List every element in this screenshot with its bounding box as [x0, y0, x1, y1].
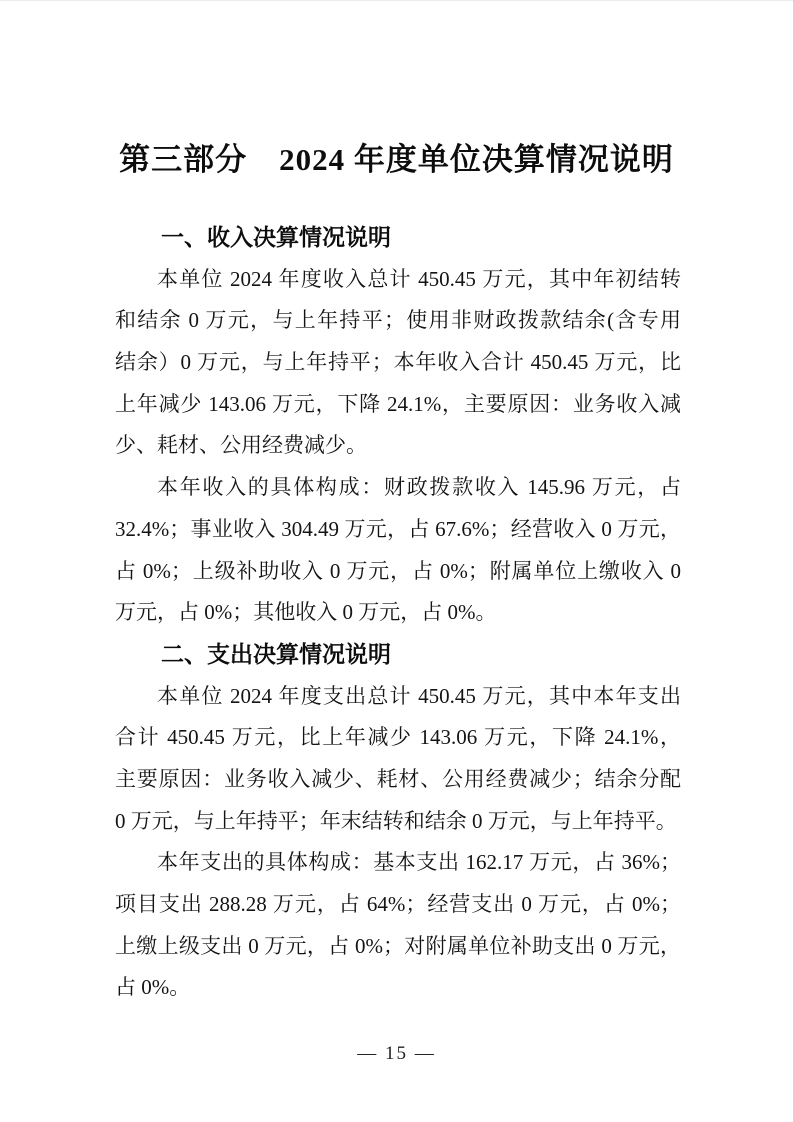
paragraph-line: 结余）0 万元，与上年持平；本年收入合计 450.45 万元，比: [115, 350, 681, 375]
section-heading-expenditure: 二、支出决算情况说明: [161, 640, 391, 667]
page-footer: [0, 1043, 793, 1065]
paragraph-line: 0 万元，与上年持平；年末结转和结余 0 万元，与上年持平。: [115, 808, 677, 833]
paragraph-line: 上缴上级支出 0 万元，占 0%；对附属单位补助支出 0 万元，: [115, 933, 681, 958]
page-number: — 15 —: [357, 1043, 436, 1064]
paragraph-line: 和结余 0 万元，与上年持平；使用非财政拨款结余(含专用: [115, 308, 681, 333]
paragraph-line: 占 0%。: [115, 975, 191, 1000]
paragraph-line: 本年收入的具体构成：财政拨款收入 145.96 万元，占: [157, 475, 681, 500]
paragraph-line: 本单位 2024 年度支出总计 450.45 万元，其中本年支出: [157, 683, 681, 708]
paragraph-line: 本年支出的具体构成：基本支出 162.17 万元，占 36%；: [157, 850, 681, 875]
paragraph-line: 主要原因：业务收入减少、耗材、公用经费减少；结余分配: [115, 766, 681, 791]
paragraph-line: 项目支出 288.28 万元，占 64%；经营支出 0 万元，占 0%；: [115, 892, 681, 916]
paragraph-line: 万元，占 0%；其他收入 0 万元，占 0%。: [115, 600, 497, 625]
document-title: 第三部分 2024 年度单位决算情况说明: [119, 142, 674, 177]
section-heading-income: 一、收入决算情况说明: [161, 224, 391, 250]
paragraph-line: 合计 450.45 万元，比上年减少 143.06 万元，下降 24.1%，: [115, 725, 681, 750]
paragraph-line: 少、耗材、公用经费减少。: [115, 433, 367, 458]
document-body: [115, 217, 681, 1009]
paragraph-line: 占 0%；上级补助收入 0 万元，占 0%；附属单位上缴收入 0: [115, 558, 681, 583]
paragraph-line: 32.4%；事业收入 304.49 万元，占 67.6%；经营收入 0 万元，: [115, 516, 681, 541]
paragraph-line: 本单位 2024 年度收入总计 450.45 万元，其中年初结转: [157, 266, 681, 291]
paragraph-line: 上年减少 143.06 万元，下降 24.1%，主要原因：业务收入减: [115, 391, 681, 416]
